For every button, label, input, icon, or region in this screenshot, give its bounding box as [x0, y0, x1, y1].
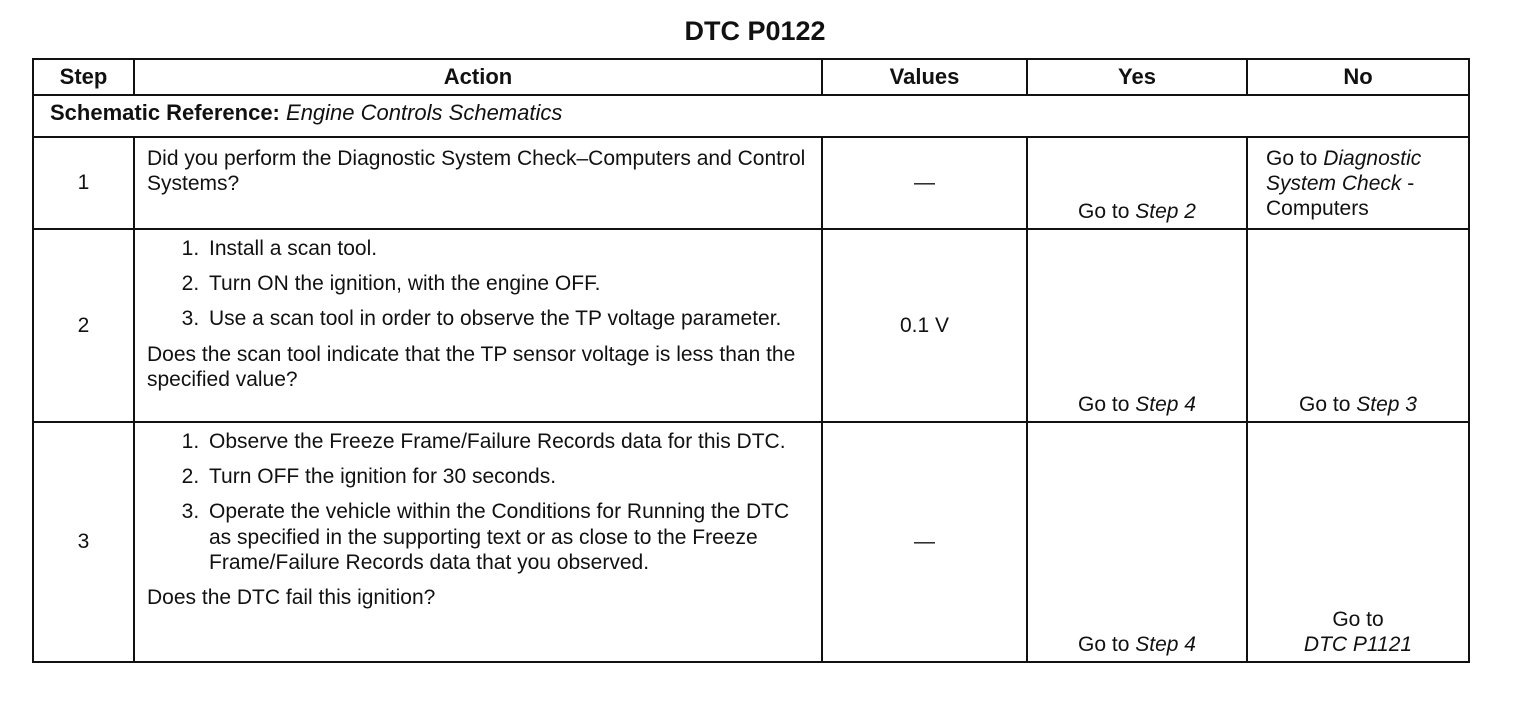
- header-action: Action: [134, 59, 822, 95]
- schematic-link[interactable]: Engine Controls Schematics: [286, 100, 563, 125]
- action-step-item: 2. Turn OFF the ignition for 30 seconds.: [205, 464, 811, 489]
- table-row: [33, 422, 1469, 662]
- action-cell: [134, 229, 822, 422]
- yes-cell: [1027, 229, 1247, 422]
- yes-cell: [1027, 137, 1247, 229]
- schematic-label: Schematic Reference:: [50, 100, 280, 125]
- no-link[interactable]: Diagnostic: [1323, 147, 1422, 170]
- header-row: [33, 59, 1469, 95]
- no-cell: [1247, 229, 1469, 422]
- table-row: [33, 229, 1469, 422]
- yes-cell: [1027, 422, 1247, 662]
- no-prefix: Go to: [1266, 147, 1318, 170]
- header-no: No: [1247, 59, 1469, 95]
- diagnostic-table: [32, 58, 1470, 663]
- value-cell: 0.1 V: [822, 229, 1027, 422]
- yes-link[interactable]: Step 4: [1135, 632, 1196, 656]
- yes-prefix: Go to: [1078, 632, 1130, 656]
- schematic-reference: [33, 95, 1469, 137]
- no-link[interactable]: DTC P1121: [1303, 632, 1413, 656]
- header-yes: Yes: [1027, 59, 1247, 95]
- action-steps: [147, 429, 811, 575]
- action-cell: [134, 422, 822, 662]
- header-step: Step: [33, 59, 134, 95]
- no-prefix: Go to: [1299, 392, 1351, 416]
- action-step-item: 3. Use a scan tool in order to observe the TP voltage parameter.: [205, 306, 811, 331]
- no-link[interactable]: System Check: [1266, 172, 1402, 196]
- yes-prefix: Go to: [1078, 392, 1130, 416]
- action-step-item: 3. Operate the vehicle within the Conditions for Running the DTC as specified in the supporting text or as close to the Freeze Frame/Failure Records data that you observed.: [205, 499, 811, 575]
- step-number: 3: [33, 422, 134, 662]
- action-cell: [134, 137, 822, 229]
- table-row: [33, 137, 1469, 229]
- action-step-item: 1. Install a scan tool.: [205, 236, 811, 261]
- step-number: 1: [33, 137, 134, 229]
- page-title: DTC P0122: [684, 16, 826, 46]
- yes-link[interactable]: Step 2: [1135, 199, 1196, 223]
- no-prefix: Go to: [1332, 607, 1384, 631]
- action-steps: [147, 236, 811, 332]
- schematic-row: [33, 95, 1469, 137]
- action-question: Does the DTC fail this ignition?: [147, 585, 436, 609]
- no-link[interactable]: Computers: [1266, 197, 1369, 221]
- action-question: Did you perform the Diagnostic System Check–Computers and Control Systems?: [147, 147, 806, 196]
- no-cell: [1247, 422, 1469, 662]
- no-suffix: -: [1407, 172, 1415, 196]
- action-step-item: 2. Turn ON the ignition, with the engine OFF.: [205, 271, 811, 296]
- header-values: Values: [822, 59, 1027, 95]
- value-cell: —: [822, 422, 1027, 662]
- action-step-item: 1. Observe the Freeze Frame/Failure Records data for this DTC.: [205, 429, 811, 454]
- yes-prefix: Go to: [1078, 199, 1130, 223]
- no-link[interactable]: Step 3: [1356, 392, 1417, 416]
- value-cell: —: [822, 137, 1027, 229]
- yes-link[interactable]: Step 4: [1135, 392, 1196, 416]
- no-cell: [1247, 137, 1469, 229]
- action-question: Does the scan tool indicate that the TP sensor voltage is less than the specified value?: [147, 342, 796, 391]
- step-number: 2: [33, 229, 134, 422]
